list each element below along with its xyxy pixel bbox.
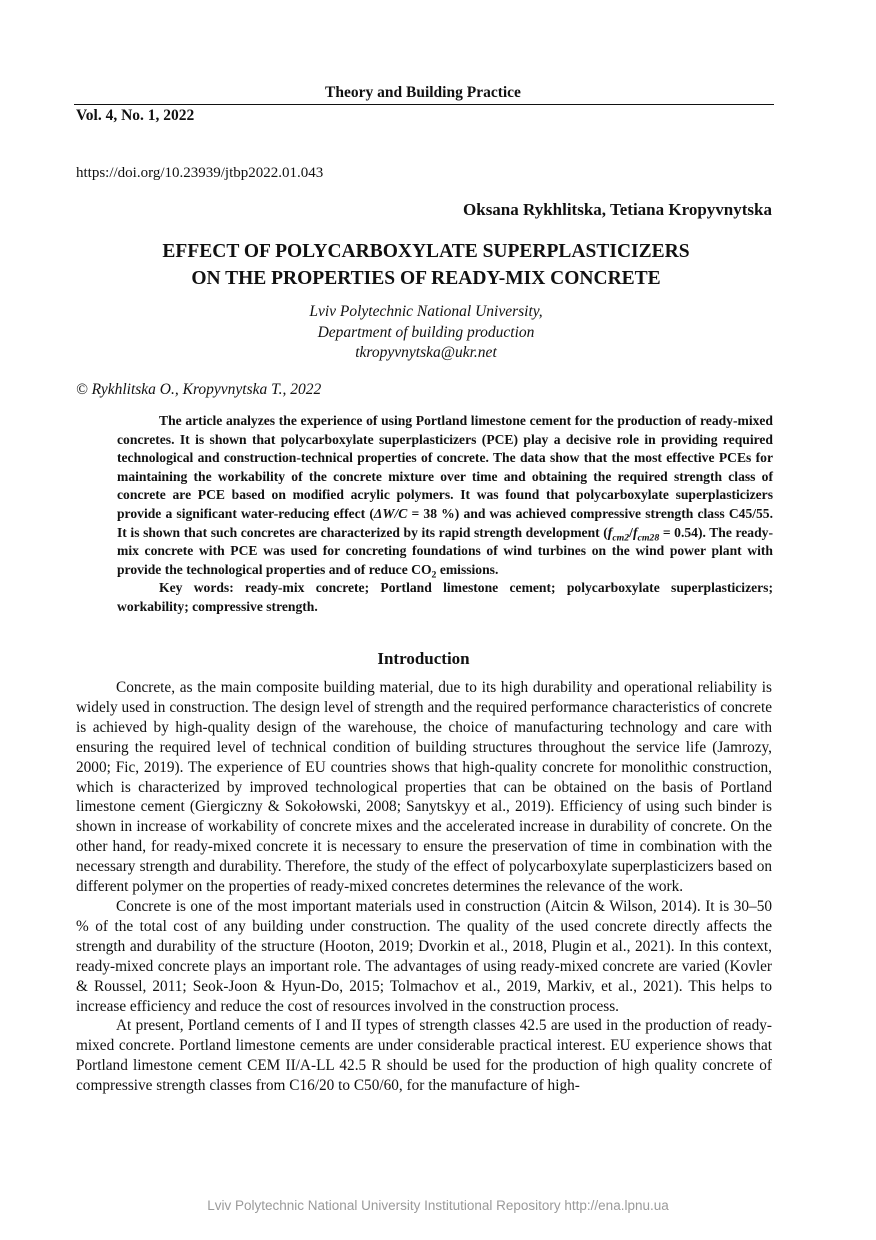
authors: Oksana Rykhlitska, Tetiana Kropyvnytska	[463, 200, 772, 219]
affiliation	[76, 302, 776, 364]
title-line-1: EFFECT OF POLYCARBOXYLATE SUPERPLASTICIZERS	[162, 241, 690, 262]
title-line-2: ON THE PROPERTIES OF READY-MIX CONCRETE	[191, 268, 661, 289]
affiliation-university: Lviv Polytechnic National University,	[309, 303, 543, 320]
article-title	[76, 238, 776, 292]
affiliation-department: Department of building production	[317, 323, 535, 341]
abstract-text: The article analyzes the experience of using Portland limestone cement for the production of ready-mixed concretes. It is shown that polycarboxylate superplasticizers (PCE) play a decisive role in providing required technological and construction-technical properties of concrete. The data show that the most effective PCEs for maintaining the workability of the concrete mixture over time and obtaining the required strength class of concrete are PCE based on modified acrylic polymers. It was found that polycarboxylate superplasticizers provide a significant water-reducing effect (ΔW/C = 38 %) and was achieved compressive strength class C45/55. It is shown that such concretes are characterized by its rapid strength development $(f_{cm2}/f_{cm28} = 0.54)$. The ready-mix concrete with PCE was used for concreting foundations of wind turbines on the wind power plant with provide the technological properties and of reduce $CO_2$ emissions.	[117, 413, 774, 581]
paragraph: At present, Portland cements of I and II types of strength classes 42.5 are used in the production of ready-mixed concrete. Portland limestone cements are under considerable practical interest. EU experience shows that Portland limestone cement CEM II/A-LL 42.5 R should be used for the production of high quality concrete of compressive strength classes from C16/20 to C50/60, for the manufacture of high-	[76, 1017, 772, 1095]
header-rule	[74, 104, 774, 105]
doi-link[interactable]: https://doi.org/10.23939/jtbp2022.01.043	[76, 165, 324, 181]
keywords: Key words: ready-mix concrete; Portland limestone cement; polycarboxylate superplasticizers; workability; compressive strength.	[117, 580, 773, 614]
body-text	[76, 678, 772, 1096]
copyright-notice: © Rykhlitska O., Kropyvnytska T., 2022	[76, 381, 322, 398]
paragraph: Concrete is one of the most important materials used in construction (Aitcin & Wilson, 2014). It is 30–50 % of the total cost of any building under construction. The quality of the used concrete directly affects the strength and durability of the structure (Hooton, 2019; Dvorkin et al., 2018, Plugin et al., 2021). In this context, ready-mixed concrete plays an important role. The advantages of using ready-mixed concrete are varied (Kovler & Roussel, 2011; Seok-Joon & Hyun-Do, 2015; Tolmachov et al., 2019, Markiv, et al., 2021). This helps to increase efficiency and reduce the cost of resources involved in the construction process.	[76, 897, 772, 1015]
journal-name: Theory and Building Practice	[325, 84, 521, 101]
repository-footer: Lviv Polytechnic National University Institutional Repository http://ena.lpnu.ua	[207, 1198, 669, 1213]
paragraph: Concrete, as the main composite building material, due to its high durability and operational reliability is widely used in construction. The design level of strength and the required performance characteristics of concrete is achieved by high-quality design of the warehouse, the choice of manufacturing technology and care with ensuring the required level of technical condition of building structures throughout the service life (Jamrozy, 2000; Fic, 2019). The experience of EU countries shows that high-quality concrete for monolithic construction, which is characterized by improved technological properties that can be obtained on the basis of Portland limestone cement (Giergiczny & Sokołowski, 2008; Sanytskyy et al., 2019). Efficiency of using such binder is shown in increase of workability of concrete mixes and the accelerated increase in durability of concrete. On the other hand, for ready-mixed concrete it is necessary to ensure the preservation of time in combination with the necessary strength and durability. Therefore, the study of the effect of polycarboxylate superplasticizers based on different polymer on the properties of ready-mixed concretes determines the relevance of the work.	[76, 679, 772, 896]
volume-issue: Vol. 4, No. 1, 2022	[76, 107, 195, 124]
affiliation-email[interactable]: tkropyvnytska@ukr.net	[355, 344, 497, 361]
section-heading-introduction: Introduction	[377, 649, 470, 668]
abstract	[117, 412, 773, 617]
